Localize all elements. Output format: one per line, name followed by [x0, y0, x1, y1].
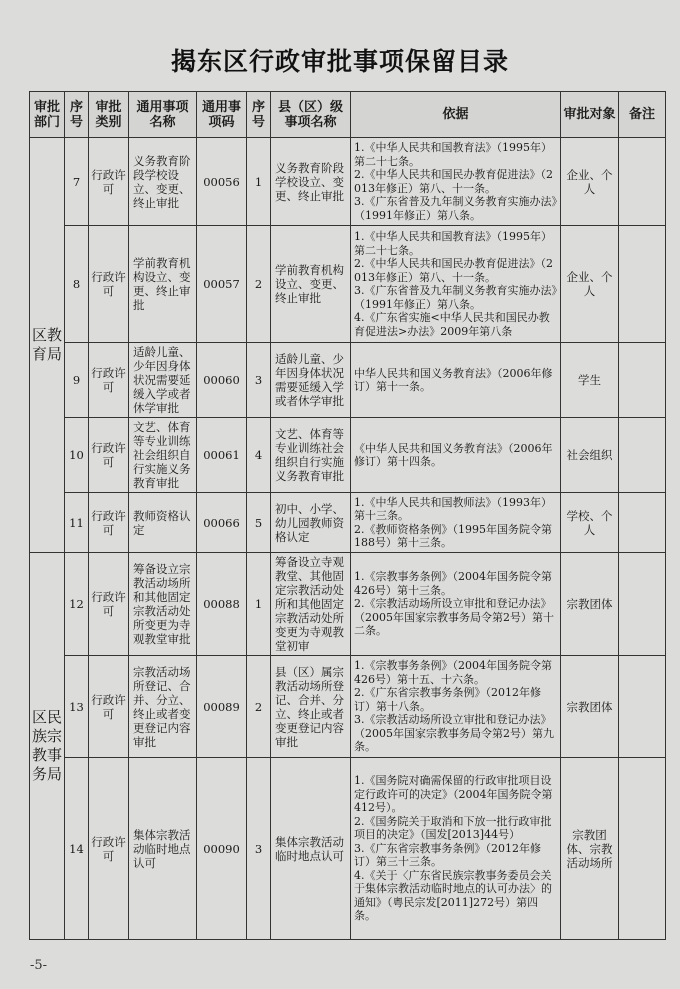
basis-line: 2.《中华人民共和国民办教育促进法》（2013年修正）第八、十一条。 — [354, 257, 553, 284]
table-row — [30, 343, 666, 418]
header-county-item: 县（区）级事项名称 — [271, 92, 351, 138]
sub-seq-cell: 2 — [247, 226, 271, 343]
county-item-cell: 集体宗教活动临时地点认可 — [271, 758, 351, 940]
category-cell: 行政许可 — [89, 138, 129, 226]
header-category: 审批类别 — [89, 92, 129, 138]
sub-seq-cell: 5 — [247, 493, 271, 553]
item-name-cell: 文艺、体育等专业训练社会组织自行实施义务教育审批 — [129, 418, 197, 493]
category-cell: 行政许可 — [89, 656, 129, 758]
seq-cell: 14 — [65, 758, 89, 940]
category-cell: 行政许可 — [89, 343, 129, 418]
target-cell: 学校、个人 — [561, 493, 619, 553]
basis-line: 2.《中华人民共和国民办教育促进法》（2013年修正）第八、十一条。 — [354, 168, 553, 195]
page-title: 揭东区行政审批事项保留目录 — [170, 47, 509, 76]
header-dept: 审批部门 — [30, 92, 65, 138]
remark-cell — [619, 758, 666, 940]
item-code-cell: 00090 — [197, 758, 247, 940]
basis-line: 《中华人民共和国义务教育法》（2006年修订）第十四条。 — [354, 441, 553, 468]
header-target: 审批对象 — [561, 92, 619, 138]
table-row — [30, 656, 666, 758]
sub-seq-cell: 1 — [247, 553, 271, 656]
item-name-cell: 义务教育阶段学校设立、变更、终止审批 — [129, 138, 197, 226]
table-row — [30, 758, 666, 940]
item-code-cell: 00061 — [197, 418, 247, 493]
seq-cell: 7 — [65, 138, 89, 226]
county-item-cell: 文艺、体育等专业训练社会组织自行实施义务教育审批 — [271, 418, 351, 493]
category-cell: 行政许可 — [89, 226, 129, 343]
basis-line: 1.《国务院对确需保留的行政审批项目设定行政许可的决定》（2004年国务院令第412号）。 — [354, 774, 553, 815]
category-cell: 行政许可 — [89, 553, 129, 656]
basis-line: 1.《宗教事务条例》（2004年国务院令第426号）第十三条。 — [354, 570, 552, 597]
table-row — [30, 226, 666, 343]
remark-cell — [619, 138, 666, 226]
basis-cell — [351, 138, 561, 226]
basis-line: 1.《中华人民共和国教育法》（1995年）第二十七条。 — [354, 141, 552, 168]
item-code-cell: 00088 — [197, 553, 247, 656]
header-item-code: 通用事项码 — [197, 92, 247, 138]
seq-cell: 10 — [65, 418, 89, 493]
basis-cell — [351, 343, 561, 418]
remark-cell — [619, 226, 666, 343]
item-name-cell: 筹备设立宗教活动场所和其他固定宗教活动处所变更为寺观教堂审批 — [129, 553, 197, 656]
remark-cell — [619, 418, 666, 493]
county-item-cell: 县（区）属宗教活动场所登记、合并、分立、终止或者变更登记内容审批 — [271, 656, 351, 758]
header-sub-seq: 序号 — [247, 92, 271, 138]
sub-seq-cell: 3 — [247, 343, 271, 418]
header-remark: 备注 — [619, 92, 666, 138]
category-cell: 行政许可 — [89, 758, 129, 940]
seq-cell: 9 — [65, 343, 89, 418]
table-row — [30, 418, 666, 493]
table-row — [30, 493, 666, 553]
item-code-cell: 00060 — [197, 343, 247, 418]
county-item-cell: 学前教育机构设立、变更、终止审批 — [271, 226, 351, 343]
basis-line: 4.《关于〈广东省民族宗教事务委员会关于集体宗教活动临时地点的认可办法〉的通知》（粤民宗发[2011]272号）第四条。 — [354, 868, 552, 923]
sub-seq-cell: 1 — [247, 138, 271, 226]
seq-cell: 8 — [65, 226, 89, 343]
page-number: -5- — [30, 958, 48, 973]
basis-line: 1.《中华人民共和国教师法》（1993年）第十三条。 — [354, 495, 552, 522]
header-basis: 依据 — [351, 92, 561, 138]
table-header-row — [30, 92, 666, 138]
table-row — [30, 138, 666, 226]
item-code-cell: 00089 — [197, 656, 247, 758]
approval-items-table — [29, 91, 666, 940]
basis-line: 2.《国务院关于取消和下放一批行政审批项目的决定》（国发[2013]44号） — [354, 814, 552, 842]
item-code-cell: 00056 — [197, 138, 247, 226]
sub-seq-cell: 3 — [247, 758, 271, 940]
basis-cell — [351, 553, 561, 656]
item-code-cell: 00057 — [197, 226, 247, 343]
sub-seq-cell: 2 — [247, 656, 271, 758]
target-cell: 企业、个人 — [561, 138, 619, 226]
header-item-name: 通用事项名称 — [129, 92, 197, 138]
basis-line: 3.《广东省普及九年制义务教育实施办法》（1991年修正）第八条。 — [354, 195, 557, 222]
basis-cell — [351, 493, 561, 553]
item-code-cell: 00066 — [197, 493, 247, 553]
remark-cell — [619, 656, 666, 758]
basis-line: 1.《宗教事务条例》（2004年国务院令第426号）第十五、十六条。 — [354, 659, 552, 686]
county-item-cell: 筹备设立寺观教堂、其他固定宗教活动处所和其他固定宗教活动处所变更为寺观教堂初审 — [271, 553, 351, 656]
category-cell: 行政许可 — [89, 493, 129, 553]
target-cell: 企业、个人 — [561, 226, 619, 343]
basis-cell — [351, 656, 561, 758]
item-name-cell: 宗教活动场所登记、合并、分立、终止或者变更登记内容审批 — [129, 656, 197, 758]
target-cell: 学生 — [561, 343, 619, 418]
dept-cell: 区教育局 — [30, 138, 65, 553]
table-row — [30, 553, 666, 656]
basis-cell — [351, 226, 561, 343]
item-name-cell: 教师资格认定 — [129, 493, 197, 553]
sub-seq-cell: 4 — [247, 418, 271, 493]
header-seq: 序号 — [65, 92, 89, 138]
target-cell: 宗教团体、宗教活动场所 — [561, 758, 619, 940]
basis-line: 中华人民共和国义务教育法》（2006年修订）第十一条。 — [354, 366, 553, 393]
basis-line: 4.《广东省实施<中华人民共和国民办教育促进法>办法》2009年第八条 — [354, 311, 550, 338]
remark-cell — [619, 343, 666, 418]
county-item-cell: 适龄儿童、少年因身体状况需要延缓入学或者休学审批 — [271, 343, 351, 418]
item-name-cell: 集体宗教活动临时地点认可 — [129, 758, 197, 940]
basis-line: 2.《广东省宗教事务条例》（2012年修订）第十八条。 — [354, 686, 541, 713]
county-item-cell: 义务教育阶段学校设立、变更、终止审批 — [271, 138, 351, 226]
target-cell: 社会组织 — [561, 418, 619, 493]
county-item-cell: 初中、小学、幼儿园教师资格认定 — [271, 493, 351, 553]
dept-cell: 区民族宗教事务局 — [30, 553, 65, 940]
remark-cell — [619, 553, 666, 656]
basis-line: 2.《教师资格条例》（1995年国务院令第188号）第十三条。 — [354, 522, 552, 549]
item-name-cell: 适龄儿童、少年因身体状况需要延缓入学或者休学审批 — [129, 343, 197, 418]
basis-line: 3.《广东省普及九年制义务教育实施办法》（1991年修正）第八条。 — [354, 284, 557, 311]
remark-cell — [619, 493, 666, 553]
basis-line: 1.《中华人民共和国教育法》（1995年）第二十七条。 — [354, 230, 552, 257]
seq-cell: 13 — [65, 656, 89, 758]
seq-cell: 12 — [65, 553, 89, 656]
basis-line: 3.《宗教活动场所设立审批和登记办法》（2005年国家宗教事务局令第2号）第九条。 — [354, 713, 554, 754]
seq-cell: 11 — [65, 493, 89, 553]
basis-line: 2.《宗教活动场所设立审批和登记办法》（2005年国家宗教事务局令第2号）第十二条。 — [354, 597, 554, 638]
target-cell: 宗教团体 — [561, 656, 619, 758]
item-name-cell: 学前教育机构设立、变更、终止审批 — [129, 226, 197, 343]
basis-cell — [351, 758, 561, 940]
category-cell: 行政许可 — [89, 418, 129, 493]
basis-cell — [351, 418, 561, 493]
basis-line: 3.《广东省宗教事务条例》（2012年修订）第三十三条。 — [354, 841, 541, 869]
target-cell: 宗教团体 — [561, 553, 619, 656]
